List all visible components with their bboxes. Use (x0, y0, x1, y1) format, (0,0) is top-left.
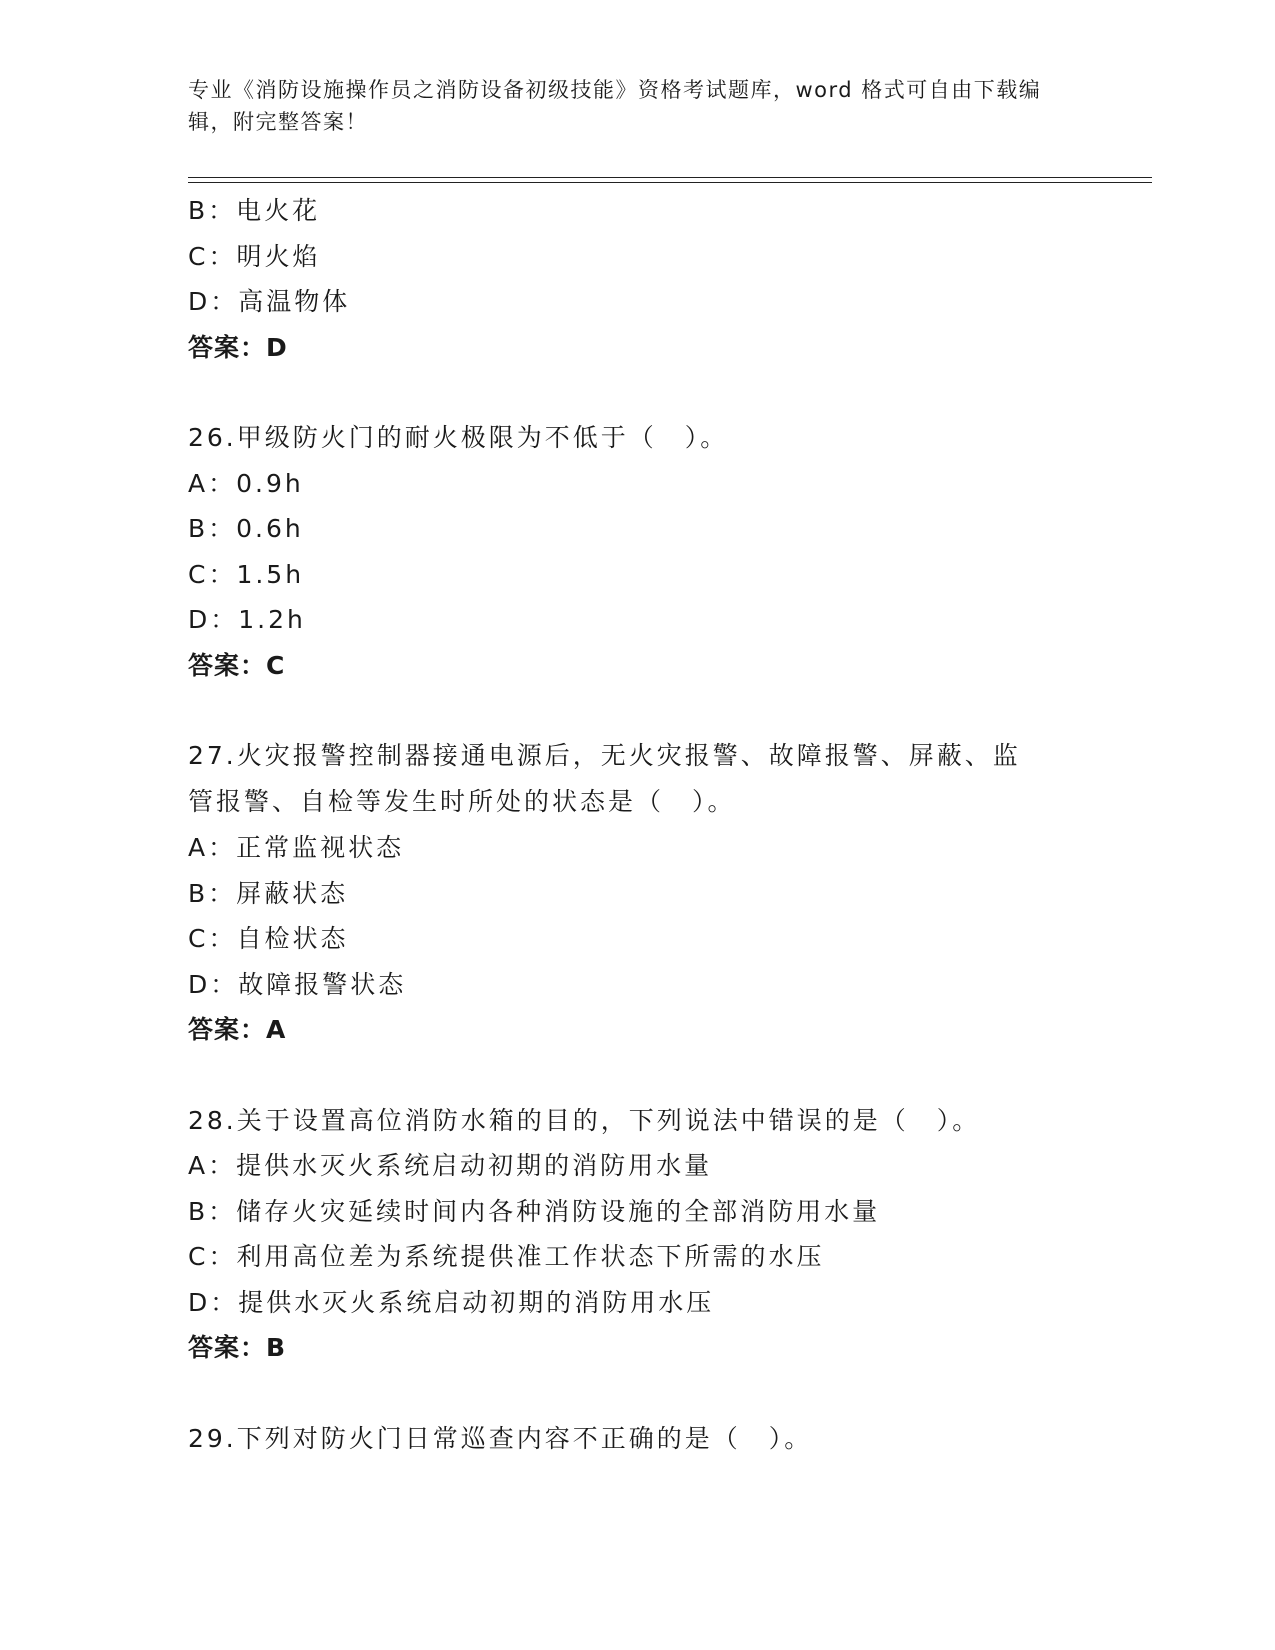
option-c: C：利用高位差为系统提供准工作状态下所需的水压 (188, 1242, 825, 1271)
document-header: 专业《消防设施操作员之消防设备初级技能》资格考试题库，word 格式可自由下载编辑，附完整答案！ (188, 78, 1042, 134)
question-text: 27.火灾报警控制器接通电源后，无火灾报警、故障报警、屏蔽、监管报警、自检等发生时所处的状态是（ ）。 (188, 741, 1021, 816)
option-a: A：0.9h (188, 468, 304, 498)
answer: 答案：D (188, 332, 288, 362)
option-c: C：明火焰 (188, 241, 321, 271)
option-d: D：高温物体 (188, 287, 351, 316)
answer: 答案：C (188, 650, 286, 680)
option-b: B：电火花 (188, 196, 321, 225)
question-26 (188, 415, 1088, 688)
question-text: 28.关于设置高位消防水箱的目的，下列说法中错误的是（ ）。 (188, 1105, 981, 1135)
question-25-tail (188, 188, 1088, 370)
option-b: B：储存火灾延续时间内各种消防设施的全部消防用水量 (188, 1196, 881, 1226)
option-c: C：自检状态 (188, 924, 349, 953)
header-rule-top (188, 177, 1152, 178)
option-c: C：1.5h (188, 559, 305, 589)
question-28 (188, 1098, 1088, 1371)
option-b: B：0.6h (188, 514, 304, 543)
option-d: D：故障报警状态 (188, 969, 407, 999)
option-a: A：正常监视状态 (188, 833, 405, 862)
option-d: D：1.2h (188, 605, 306, 634)
question-27 (188, 733, 1088, 1053)
question-text: 29.下列对防火门日常巡查内容不正确的是（ ）。 (188, 1423, 813, 1453)
answer: 答案：A (188, 1015, 287, 1044)
option-d: D：提供水灭火系统启动初期的消防用水压 (188, 1287, 715, 1317)
question-list (188, 188, 1088, 1461)
answer: 答案：B (188, 1333, 287, 1362)
option-a: A：提供水灭火系统启动初期的消防用水量 (188, 1151, 713, 1180)
header-rule-bottom (188, 182, 1152, 183)
option-b: B：屏蔽状态 (188, 878, 349, 908)
question-29 (188, 1416, 1088, 1462)
question-text: 26.甲级防火门的耐火极限为不低于（ ）。 (188, 423, 729, 452)
